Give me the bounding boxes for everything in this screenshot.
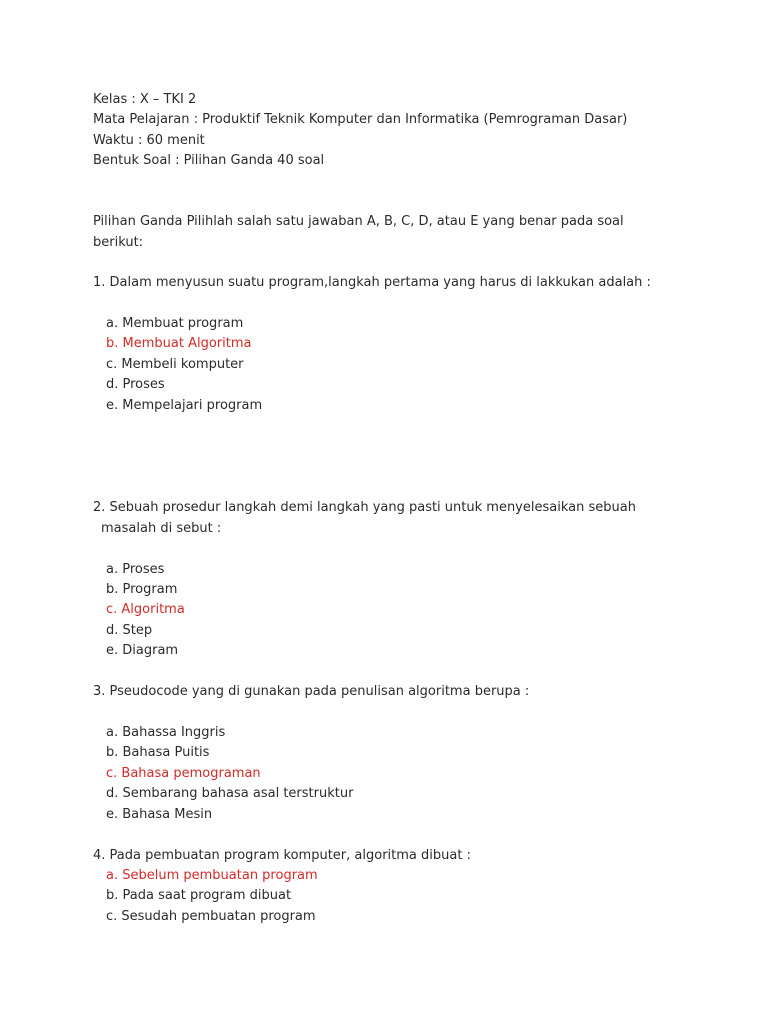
instruction-line-1: Pilihan Ganda Pilihlah salah satu jawaban A, B, C, D, atau E yang benar pada soal <box>93 214 624 229</box>
question-1-option-c: c. Membeli komputer <box>106 357 244 372</box>
question-2-text-continued: masalah di sebut : <box>101 521 222 536</box>
question-2-option-a: a. Proses <box>106 562 165 577</box>
question-4-option-a-answer: a. Sebelum pembuatan program <box>106 868 318 883</box>
question-3-text: 3. Pseudocode yang di gunakan pada penulisan algoritma berupa : <box>93 684 530 699</box>
question-2-option-d: d. Step <box>106 623 153 638</box>
question-3-option-c-answer: c. Bahasa pemograman <box>106 766 261 781</box>
header-bentuk-soal: Bentuk Soal : Pilihan Ganda 40 soal <box>93 153 325 168</box>
question-2-text: 2. Sebuah prosedur langkah demi langkah yang pasti untuk menyelesaikan sebuah <box>93 500 636 515</box>
question-1-option-d: d. Proses <box>106 377 165 392</box>
question-3-option-d: d. Sembarang bahasa asal terstruktur <box>106 786 354 801</box>
header-kelas: Kelas : X – TKI 2 <box>93 92 197 107</box>
question-1-option-e: e. Mempelajari program <box>106 398 263 413</box>
question-3-option-b: b. Bahasa Puitis <box>106 745 210 760</box>
question-2-option-b: b. Program <box>106 582 178 597</box>
question-2-option-e: e. Diagram <box>106 643 179 658</box>
question-3-option-e: e. Bahasa Mesin <box>106 807 213 822</box>
header-mata-pelajaran: Mata Pelajaran : Produktif Teknik Komputer dan Informatika (Pemrograman Dasar) <box>93 112 628 127</box>
instruction-line-2: berikut: <box>93 235 144 250</box>
question-4-text: 4. Pada pembuatan program komputer, algoritma dibuat : <box>93 848 471 863</box>
question-1-text: 1. Dalam menyusun suatu program,langkah pertama yang harus di lakkukan adalah : <box>93 275 651 290</box>
question-2-option-c-answer: c. Algoritma <box>106 602 185 617</box>
question-3-option-a: a. Bahassa Inggris <box>106 725 226 740</box>
header-waktu: Waktu : 60 menit <box>93 133 205 148</box>
question-1-option-b-answer: b. Membuat Algoritma <box>106 336 252 351</box>
question-4-option-c: c. Sesudah pembuatan program <box>106 909 316 924</box>
question-1-option-a: a. Membuat program <box>106 316 244 331</box>
question-4-option-b: b. Pada saat program dibuat <box>106 888 292 903</box>
